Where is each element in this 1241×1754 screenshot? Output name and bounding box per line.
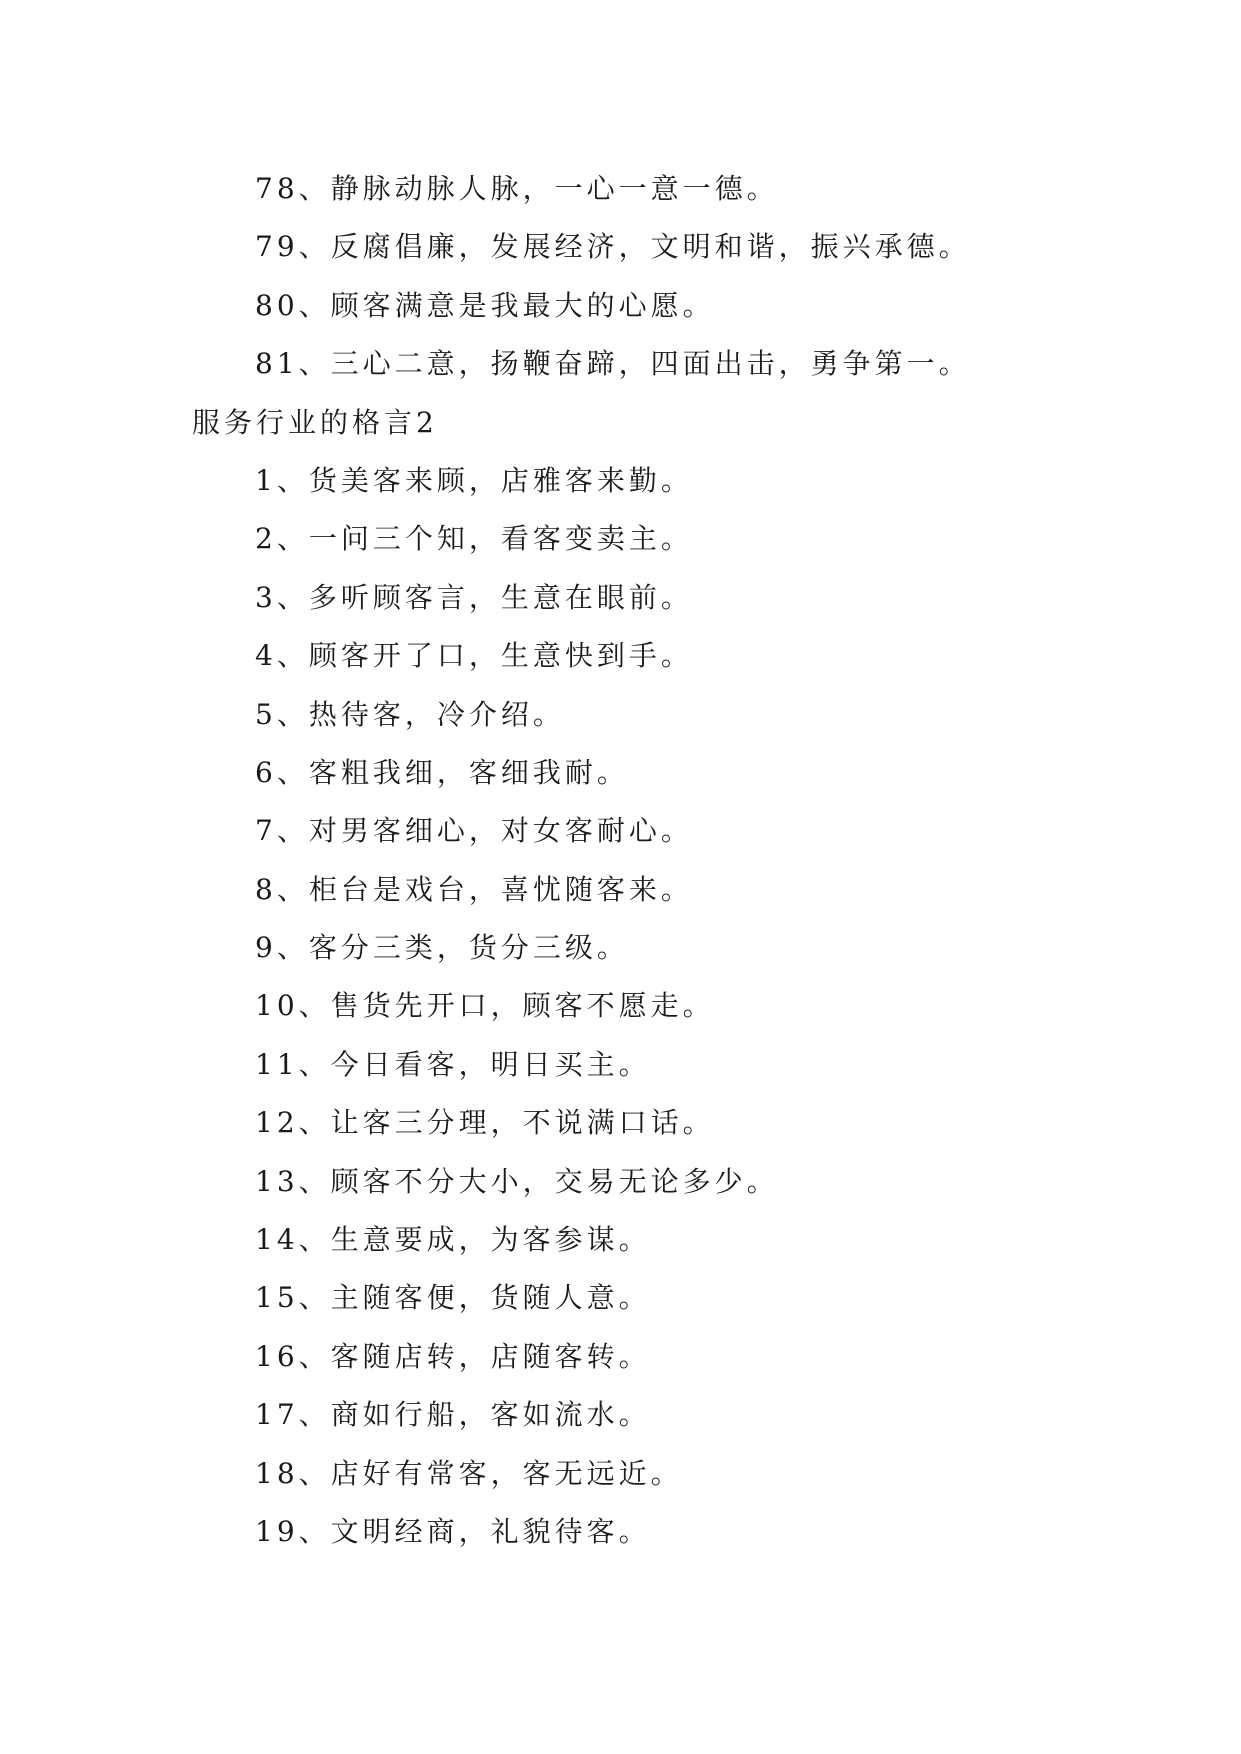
list-item: 12、让客三分理，不说满口话。 xyxy=(255,1106,715,1140)
document-body xyxy=(192,160,1072,1561)
list-item: 4、顾客开了口，生意快到手。 xyxy=(255,639,693,673)
list-item: 79、反腐倡廉，发展经济，文明和谐，振兴承德。 xyxy=(255,230,971,264)
section-title: 服务行业的格言2 xyxy=(192,405,438,439)
list-item: 81、三心二意，扬鞭奋蹄，四面出击，勇争第一。 xyxy=(255,347,971,381)
list-item: 10、售货先开口，顾客不愿走。 xyxy=(255,989,715,1023)
list-item: 3、多听顾客言，生意在眼前。 xyxy=(255,580,693,614)
list-item: 5、热待客，冷介绍。 xyxy=(255,697,565,731)
list-item: 11、今日看客，明日买主。 xyxy=(255,1047,651,1081)
list-item: 14、生意要成，为客参谋。 xyxy=(255,1223,651,1257)
list-item: 78、静脉动脉人脉，一心一意一德。 xyxy=(255,172,779,205)
list-item: 19、文明经商，礼貌待客。 xyxy=(255,1514,651,1548)
list-item: 7、对男客细心，对女客耐心。 xyxy=(255,814,693,848)
list-item: 6、客粗我细，客细我耐。 xyxy=(255,755,629,789)
list-item: 17、商如行船，客如流水。 xyxy=(255,1398,651,1432)
list-item: 8、柜台是戏台，喜忧随客来。 xyxy=(255,872,693,906)
list-item: 16、客随店转，店随客转。 xyxy=(255,1339,651,1373)
list-item: 9、客分三类，货分三级。 xyxy=(255,931,629,965)
list-item: 2、一问三个知，看客变卖主。 xyxy=(255,522,693,556)
list-item: 13、顾客不分大小，交易无论多少。 xyxy=(255,1164,779,1198)
list-item: 80、顾客满意是我最大的心愿。 xyxy=(255,288,715,322)
list-item: 1、货美客来顾，店雅客来勤。 xyxy=(255,463,693,497)
list-item: 18、店好有常客，客无远近。 xyxy=(255,1456,683,1490)
list-item: 15、主随客便，货随人意。 xyxy=(255,1281,651,1315)
